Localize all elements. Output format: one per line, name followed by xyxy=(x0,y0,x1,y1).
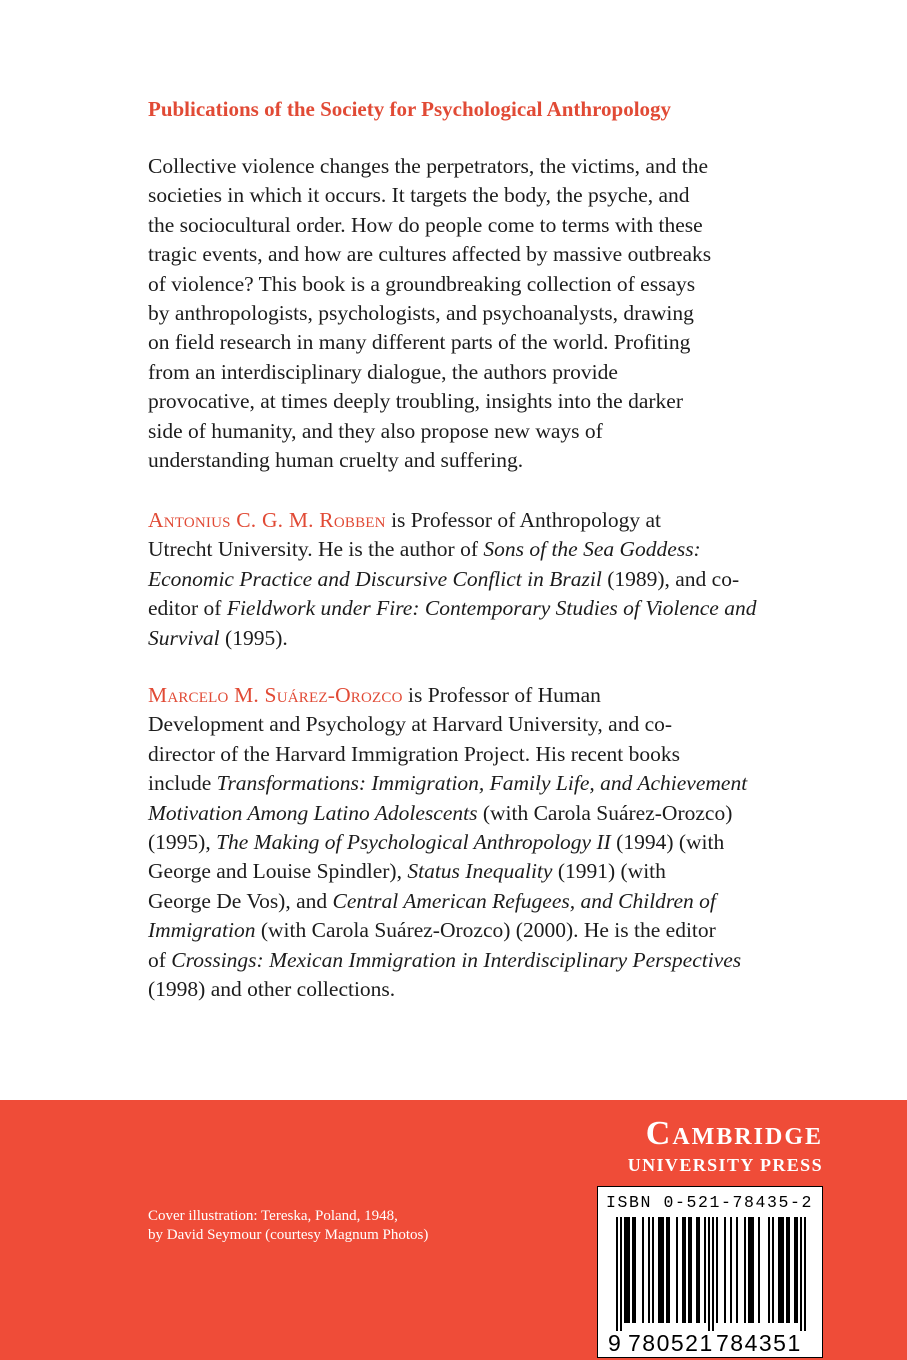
barcode-bar xyxy=(794,1217,796,1323)
ean-first-digit: 9 xyxy=(608,1330,621,1356)
blurb-line: by anthropologists, psychologists, and psychoanalysts, drawing xyxy=(148,301,694,326)
barcode-bar xyxy=(682,1217,684,1323)
bio-text: is Professor of Human xyxy=(402,683,601,707)
barcode-bar xyxy=(698,1217,700,1323)
bio-text: (1994) (with xyxy=(610,830,725,855)
barcode-bar xyxy=(660,1217,662,1323)
barcode-bars xyxy=(616,1217,806,1331)
blurb-line: on field research in many different parts of the world. Profiting xyxy=(148,330,691,355)
barcode-bar xyxy=(786,1217,788,1323)
blurb-line: the sociocultural order. How do people come to terms with these xyxy=(148,212,703,237)
barcode-bar xyxy=(684,1217,686,1323)
barcode-bar xyxy=(748,1217,750,1323)
isbn-barcode xyxy=(597,1186,823,1358)
book-title: Transformations: Immigration, Family Life, and Achievement xyxy=(216,771,748,796)
book-title: Survival xyxy=(148,625,220,650)
bio-text: (1991) (with xyxy=(552,859,666,884)
credit-line: Cover illustration: Tereska, Poland, 1948, xyxy=(148,1208,398,1224)
blurb-line: of violence? This book is a groundbreaking collection of essays xyxy=(148,271,696,296)
bio-text: (with Carola Suárez-Orozco) (2000). He is the editor xyxy=(255,918,716,943)
barcode-bar xyxy=(796,1217,798,1323)
barcode-bar xyxy=(788,1217,790,1323)
blurb-line: societies in which it occurs. It targets the body, the psyche, and xyxy=(148,183,690,208)
barcode-bar xyxy=(804,1217,806,1331)
bio-text: (1995). xyxy=(219,625,288,650)
series-title: Publications of the Society for Psychological Anthropology xyxy=(148,97,672,121)
bio-text: (1998) and other collections. xyxy=(148,977,396,1002)
barcode-bar xyxy=(708,1217,710,1331)
barcode-bar xyxy=(666,1217,668,1323)
bio-text: of xyxy=(148,947,172,972)
barcode-bar xyxy=(782,1217,784,1323)
barcode-bar xyxy=(626,1217,628,1323)
bio-text: include xyxy=(148,771,217,796)
bio-text: editor of xyxy=(148,596,227,621)
book-title: Status Inequality xyxy=(407,859,553,884)
bio-text: director of the Harvard Immigration Project. His recent books xyxy=(148,741,680,766)
bio-text: George and Louise Spindler), xyxy=(148,859,408,884)
blurb-line: provocative, at times deeply troubling, insights into the darker xyxy=(148,389,683,414)
barcode-bar xyxy=(724,1217,726,1323)
barcode-bar xyxy=(662,1217,664,1323)
barcode-bar xyxy=(632,1217,634,1323)
barcode-bar xyxy=(652,1217,654,1323)
cover-credit xyxy=(148,1207,428,1245)
barcode-bar xyxy=(744,1217,746,1323)
barcode-bar xyxy=(736,1217,738,1323)
author-name: Antonius C. G. M. Robben xyxy=(148,508,386,532)
barcode-graphic xyxy=(598,1215,822,1357)
book-title: Central American Refugees, and Children of xyxy=(332,888,716,913)
book-title: Fieldwork under Fire: Contemporary Studies of Violence and xyxy=(226,596,757,621)
barcode-bar xyxy=(758,1217,760,1323)
barcode-bar xyxy=(780,1217,782,1323)
barcode-bar xyxy=(712,1217,714,1331)
bio-text: is Professor of Anthropology at xyxy=(385,508,661,532)
ean-right-digits: 784351 xyxy=(716,1330,802,1356)
barcode-bar xyxy=(768,1217,770,1323)
author-bio-robben xyxy=(148,506,768,653)
barcode-bar xyxy=(648,1217,650,1323)
publisher-name: Cambridge xyxy=(645,1115,823,1152)
barcode-bar xyxy=(688,1217,690,1323)
barcode-bar xyxy=(634,1217,636,1323)
barcode-bar xyxy=(772,1217,774,1323)
barcode-bar xyxy=(624,1217,626,1323)
barcode-bar xyxy=(696,1217,698,1323)
barcode-bar xyxy=(752,1217,754,1323)
barcode-bar xyxy=(690,1217,692,1323)
book-title: Immigration xyxy=(148,918,256,943)
book-title: Economic Practice and Discursive Conflict in Brazil xyxy=(148,566,602,591)
blurb-line: from an interdisciplinary dialogue, the authors provide xyxy=(148,359,618,384)
book-title: Sons of the Sea Goddess: xyxy=(483,537,701,562)
barcode-bar xyxy=(620,1217,622,1331)
publisher-subtitle: UNIVERSITY PRESS xyxy=(627,1155,823,1175)
barcode-bar xyxy=(750,1217,752,1323)
bio-text: George De Vos), and xyxy=(148,888,333,913)
barcode-bar xyxy=(778,1217,780,1323)
book-description xyxy=(148,152,768,475)
barcode-bar xyxy=(676,1217,678,1323)
bio-text: (1995), xyxy=(148,830,217,855)
bio-text: (1989), and co- xyxy=(601,566,740,591)
blurb-line: Collective violence changes the perpetrators, the victims, and the xyxy=(148,154,708,178)
blurb-line: understanding human cruelty and suffering. xyxy=(148,448,524,473)
barcode-bar xyxy=(658,1217,660,1323)
barcode-bar xyxy=(730,1217,732,1323)
book-title: The Making of Psychological Anthropology II xyxy=(216,830,611,855)
book-title: Motivation Among Latino Adolescents xyxy=(148,800,478,825)
blurb-line: tragic events, and how are cultures affected by massive outbreaks xyxy=(148,242,712,267)
bio-text: (with Carola Suárez-Orozco) xyxy=(477,800,733,825)
ean-left-digits: 780521 xyxy=(628,1330,714,1356)
blurb-line: side of humanity, and they also propose new ways of xyxy=(148,418,603,443)
barcode-bar xyxy=(716,1217,718,1323)
publisher-band xyxy=(0,1100,907,1360)
author-bio-suarez-orozco xyxy=(148,681,768,1004)
barcode-bar xyxy=(628,1217,630,1323)
bio-text: Development and Psychology at Harvard University, and co- xyxy=(148,712,673,737)
author-name: Marcelo M. Suárez-Orozco xyxy=(148,683,403,707)
barcode-bar xyxy=(668,1217,670,1323)
barcode-bar xyxy=(642,1217,644,1323)
barcode-bar xyxy=(704,1217,706,1323)
bio-text: Utrecht University. He is the author of xyxy=(148,537,484,562)
barcode-bar xyxy=(616,1217,618,1331)
publisher-logo xyxy=(628,1116,823,1176)
barcode-bar xyxy=(800,1217,802,1331)
book-title: Crossings: Mexican Immigration in Interdisciplinary Perspectives xyxy=(171,947,742,972)
credit-line: by David Seymour (courtesy Magnum Photos) xyxy=(148,1227,429,1243)
isbn-label: ISBN 0-521-78435-2 xyxy=(606,1193,814,1212)
